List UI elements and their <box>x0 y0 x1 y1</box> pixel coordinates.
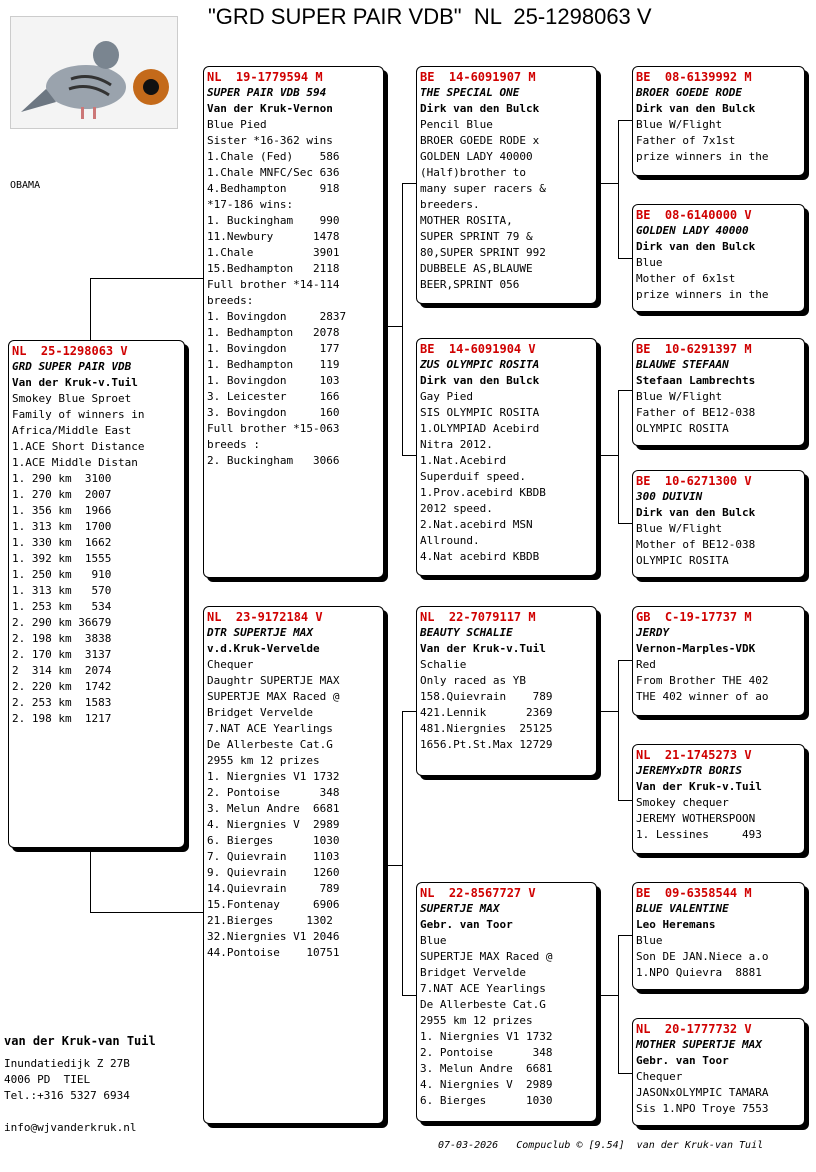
ring-number: NL 25-1298063 V <box>12 344 128 358</box>
detail-line: 421.Lennik 2369 <box>420 706 553 719</box>
detail-line: 1. Bovingdon 2837 <box>207 310 347 323</box>
detail-line: Superduif speed. <box>420 470 526 483</box>
ring-number: NL 22-7079117 M <box>420 610 536 624</box>
detail-line: 44.Pontoise 10751 <box>207 946 340 959</box>
ggp-card[interactable] <box>632 66 805 176</box>
breeder: Gebr. van Toor <box>420 918 513 931</box>
pigeon-name: GRD SUPER PAIR VDB <box>12 360 132 373</box>
detail-line: Pencil Blue <box>420 118 493 131</box>
detail-line: 2. Pontoise 348 <box>420 1046 553 1059</box>
grandparent-card-dam-sire[interactable] <box>416 606 597 776</box>
page-title: "GRD SUPER PAIR VDB" NL 25-1298063 V <box>208 4 652 29</box>
detail-line: JASONxOLYMPIC TAMARA <box>636 1086 769 1099</box>
detail-line: 3. Leicester 166 <box>207 390 340 403</box>
ggp-card[interactable] <box>632 882 805 990</box>
ggp-card[interactable] <box>632 470 805 578</box>
breeder: Dirk van den Bulck <box>420 374 540 387</box>
footer: 07-03-2026 Compuclub © [9.54] van der Kruk-van Tuil <box>438 1140 764 1151</box>
owner-email[interactable]: info@wjvanderkruk.nl <box>4 1121 137 1134</box>
breeder: Leo Heremans <box>636 918 716 931</box>
detail-line: 2. Pontoise 348 <box>207 786 340 799</box>
ring-number: NL 21-1745273 V <box>636 748 752 762</box>
detail-line: 2955 km 12 prizes <box>207 754 320 767</box>
detail-line: 1. Bovingdon 103 <box>207 374 340 387</box>
detail-line: 1. 313 km 570 <box>12 584 112 597</box>
ring-number: BE 14-6091904 V <box>420 342 536 356</box>
detail-line: Daughtr SUPERTJE MAX <box>207 674 340 687</box>
detail-line: Blue Pied <box>207 118 267 131</box>
breeder: Van der Kruk-Vernon <box>207 102 333 115</box>
detail-line: 1. Buckingham 990 <box>207 214 340 227</box>
detail-line: 2 314 km 2074 <box>12 664 112 677</box>
detail-line: 2. 170 km 3137 <box>12 648 112 661</box>
detail-line: 14.Quievrain 789 <box>207 882 340 895</box>
detail-line: 1. 330 km 1662 <box>12 536 112 549</box>
detail-line: 1.OLYMPIAD Acebird <box>420 422 540 435</box>
detail-line: 1.NPO Quievra 8881 <box>636 966 762 979</box>
ring-number: GB C-19-17737 M <box>636 610 752 624</box>
detail-line: 1. 270 km 2007 <box>12 488 112 501</box>
detail-line: Gay Pied <box>420 390 473 403</box>
detail-line: 2. Buckingham 3066 <box>207 454 340 467</box>
ring-number: NL 23-9172184 V <box>207 610 323 624</box>
breeder: Stefaan Lambrechts <box>636 374 756 387</box>
grandparent-card-sire-sire[interactable] <box>416 66 597 304</box>
detail-line: Blue <box>420 934 447 947</box>
ring-number: NL 22-8567727 V <box>420 886 536 900</box>
detail-line: Full brother *15-063 <box>207 422 340 435</box>
ring-number: BE 09-6358544 M <box>636 886 752 900</box>
detail-line: Chequer <box>207 658 254 671</box>
detail-line: 2. 290 km 36679 <box>12 616 112 629</box>
detail-line: Smokey Blue Sproet <box>12 392 132 405</box>
breeder: Van der Kruk-v.Tuil <box>636 780 762 793</box>
pigeon-name: JERDY <box>636 626 670 639</box>
detail-line: 158.Quievrain 789 <box>420 690 553 703</box>
detail-line: DUBBELE AS,BLAUWE <box>420 262 533 275</box>
pigeon-name: ZUS OLYMPIC ROSITA <box>420 358 540 371</box>
detail-line: Father of 7x1st <box>636 134 736 147</box>
detail-line: 1. Bedhampton 119 <box>207 358 340 371</box>
ggp-card[interactable] <box>632 744 805 854</box>
detail-line: 7.NAT ACE Yearlings <box>420 982 546 995</box>
detail-line: 3. Melun Andre 6681 <box>420 1062 553 1075</box>
detail-line: Full brother *14-114 <box>207 278 340 291</box>
detail-line: 1. 290 km 3100 <box>12 472 112 485</box>
detail-line: Family of winners in <box>12 408 145 421</box>
detail-line: 1. Bovingdon 177 <box>207 342 340 355</box>
ring-number: NL 19-1779594 M <box>207 70 323 84</box>
detail-line: Bridget Vervelde <box>420 966 526 979</box>
breeder: Dirk van den Bulck <box>420 102 540 115</box>
detail-line: 11.Newbury 1478 <box>207 230 340 243</box>
detail-line: 1656.Pt.St.Max 12729 <box>420 738 553 751</box>
detail-line: 1.ACE Short Distance <box>12 440 145 453</box>
detail-line: Blue W/Flight <box>636 522 723 535</box>
pigeon-name: THE SPECIAL ONE <box>420 86 520 99</box>
detail-line: breeders. <box>420 198 480 211</box>
detail-line: Blue <box>636 934 663 947</box>
detail-line: Blue W/Flight <box>636 118 723 131</box>
detail-line: 481.Niergnies 25125 <box>420 722 553 735</box>
detail-line: 32.Niergnies V1 2046 <box>207 930 340 943</box>
pigeon-name: GOLDEN LADY 40000 <box>636 224 749 237</box>
breeder: Van der Kruk-v.Tuil <box>420 642 546 655</box>
grandparent-card-sire-dam[interactable] <box>416 338 597 576</box>
detail-line: SUPERTJE MAX Raced @ <box>420 950 553 963</box>
ring-number: NL 20-1777732 V <box>636 1022 752 1036</box>
detail-line: 2. 198 km 1217 <box>12 712 112 725</box>
detail-line: Son DE JAN.Niece a.o <box>636 950 769 963</box>
detail-line: 9. Quievrain 1260 <box>207 866 340 879</box>
detail-line: breeds: <box>207 294 254 307</box>
detail-line: 4.Bedhampton 918 <box>207 182 340 195</box>
detail-line: 1.Chale MNFC/Sec 636 <box>207 166 340 179</box>
detail-line: 1. Lessines 493 <box>636 828 762 841</box>
detail-line: Africa/Middle East <box>12 424 132 437</box>
detail-line: Sister *16-362 wins <box>207 134 333 147</box>
pigeon-name: JEREMYxDTR BORIS <box>636 764 742 777</box>
owner-city: 4006 PD TIEL <box>4 1073 91 1086</box>
detail-line: 2955 km 12 prizes <box>420 1014 533 1027</box>
detail-line: JEREMY WOTHERSPOON <box>636 812 756 825</box>
breeder: Dirk van den Bulck <box>636 240 756 253</box>
detail-line: 21.Bierges 1302 <box>207 914 333 927</box>
detail-line: 1.ACE Middle Distan <box>12 456 138 469</box>
detail-line: 3. Bovingdon 160 <box>207 406 340 419</box>
pigeon-name: BEAUTY SCHALIE <box>420 626 513 639</box>
detail-line: 7. Quievrain 1103 <box>207 850 340 863</box>
pigeon-name: DTR SUPERTJE MAX <box>207 626 313 639</box>
pigeon-name: MOTHER SUPERTJE MAX <box>636 1038 762 1051</box>
owner-phone: Tel.:+316 5327 6934 <box>4 1089 130 1102</box>
detail-line: many super racers & <box>420 182 546 195</box>
sire-card[interactable] <box>203 66 384 578</box>
detail-line: Blue <box>636 256 663 269</box>
ring-number: BE 08-6140000 V <box>636 208 752 222</box>
detail-line: 1. 253 km 534 <box>12 600 112 613</box>
breeder: Vernon-Marples-VDK <box>636 642 756 655</box>
detail-line: Mother of BE12-038 <box>636 538 756 551</box>
detail-line: Red <box>636 658 656 671</box>
ring-number: BE 10-6271300 V <box>636 474 752 488</box>
detail-line: BEER,SPRINT 056 <box>420 278 520 291</box>
detail-line: 4. Niergnies V 2989 <box>420 1078 553 1091</box>
breeder: v.d.Kruk-Vervelde <box>207 642 320 655</box>
detail-line: 6. Bierges 1030 <box>420 1094 553 1107</box>
pigeon-name: BLUE VALENTINE <box>636 902 729 915</box>
detail-line: 2. 253 km 1583 <box>12 696 112 709</box>
detail-line: BROER GOEDE RODE x <box>420 134 540 147</box>
owner-name: van der Kruk-van Tuil <box>4 1034 156 1048</box>
detail-line: 1.Prov.acebird KBDB <box>420 486 546 499</box>
detail-line: 1.Nat.Acebird <box>420 454 507 467</box>
breeder: Van der Kruk-v.Tuil <box>12 376 138 389</box>
detail-line: 2. 220 km 1742 <box>12 680 112 693</box>
detail-line: 2012 speed. <box>420 502 493 515</box>
dam-card[interactable] <box>203 606 384 1124</box>
detail-line: Smokey chequer <box>636 796 729 809</box>
owner-street: Inundatiedijk Z 27B <box>4 1057 130 1070</box>
detail-line: SUPER SPRINT 79 & <box>420 230 533 243</box>
ring-number: BE 10-6291397 M <box>636 342 752 356</box>
detail-line: 1. Niergnies V1 1732 <box>420 1030 553 1043</box>
ring-number: BE 14-6091907 M <box>420 70 536 84</box>
detail-line: 3. Melun Andre 6681 <box>207 802 340 815</box>
ggp-card[interactable] <box>632 606 805 716</box>
detail-line: 1. 392 km 1555 <box>12 552 112 565</box>
detail-line: Only raced as YB <box>420 674 526 687</box>
pigeon-icon <box>11 17 177 128</box>
detail-line: De Allerbeste Cat.G <box>207 738 333 751</box>
detail-line: THE 402 winner of ao <box>636 690 769 703</box>
detail-line: Nitra 2012. <box>420 438 493 451</box>
pigeon-name: 300 DUIVIN <box>636 490 703 503</box>
detail-line: 1. 313 km 1700 <box>12 520 112 533</box>
pigeon-name: SUPERTJE MAX <box>420 902 500 915</box>
detail-line: Mother of 6x1st <box>636 272 736 285</box>
breeder: Gebr. van Toor <box>636 1054 729 1067</box>
pigeon-photo <box>10 16 178 129</box>
detail-line: Father of BE12-038 <box>636 406 756 419</box>
detail-line: Blue W/Flight <box>636 390 723 403</box>
pigeon-name: SUPER PAIR VDB 594 <box>207 86 327 99</box>
breeder: Dirk van den Bulck <box>636 506 756 519</box>
detail-line: 1.Chale (Fed) 586 <box>207 150 340 163</box>
detail-line: (Half)brother to <box>420 166 526 179</box>
detail-line: SUPERTJE MAX Raced @ <box>207 690 340 703</box>
detail-line: 1. Niergnies V1 1732 <box>207 770 340 783</box>
detail-line: breeds : <box>207 438 260 451</box>
detail-line: SIS OLYMPIC ROSITA <box>420 406 540 419</box>
detail-line: 1. 356 km 1966 <box>12 504 112 517</box>
detail-line: OLYMPIC ROSITA <box>636 422 729 435</box>
detail-line: From Brother THE 402 <box>636 674 769 687</box>
detail-line: Sis 1.NPO Troye 7553 <box>636 1102 769 1115</box>
pigeon-name: BLAUWE STEFAAN <box>636 358 729 371</box>
owner-address <box>4 1034 156 1136</box>
detail-line: 80,SUPER SPRINT 992 <box>420 246 546 259</box>
detail-line: 7.NAT ACE Yearlings <box>207 722 333 735</box>
pigeon-name: BROER GOEDE RODE <box>636 86 742 99</box>
ggp-card[interactable] <box>632 1018 805 1126</box>
detail-line: Chequer <box>636 1070 683 1083</box>
detail-line: 15.Bedhampton 2118 <box>207 262 340 275</box>
grandparent-card-dam-dam[interactable] <box>416 882 597 1122</box>
detail-line: 6. Bierges 1030 <box>207 834 340 847</box>
detail-line: prize winners in the <box>636 288 769 301</box>
ggp-card[interactable] <box>632 338 805 446</box>
detail-line: 4.Nat acebird KBDB <box>420 550 540 563</box>
detail-line: GOLDEN LADY 40000 <box>420 150 533 163</box>
detail-line: 2.Nat.acebird MSN <box>420 518 533 531</box>
detail-line: prize winners in the <box>636 150 769 163</box>
detail-line: 4. Niergnies V 2989 <box>207 818 340 831</box>
detail-line: 1.Chale 3901 <box>207 246 340 259</box>
detail-line: 1. 250 km 910 <box>12 568 112 581</box>
detail-line: 2. 198 km 3838 <box>12 632 112 645</box>
subject-card[interactable] <box>8 340 185 848</box>
detail-line: OLYMPIC ROSITA <box>636 554 729 567</box>
detail-line: 1. Bedhampton 2078 <box>207 326 340 339</box>
detail-line: Bridget Vervelde <box>207 706 313 719</box>
detail-line: De Allerbeste Cat.G <box>420 998 546 1011</box>
photo-caption: OBAMA <box>10 180 41 191</box>
detail-line: Schalie <box>420 658 467 671</box>
detail-line: Allround. <box>420 534 480 547</box>
detail-line: *17-186 wins: <box>207 198 294 211</box>
breeder: Dirk van den Bulck <box>636 102 756 115</box>
detail-line: MOTHER ROSITA, <box>420 214 513 227</box>
detail-line: 15.Fontenay 6906 <box>207 898 340 911</box>
ggp-card[interactable] <box>632 204 805 312</box>
ring-number: BE 08-6139992 M <box>636 70 752 84</box>
